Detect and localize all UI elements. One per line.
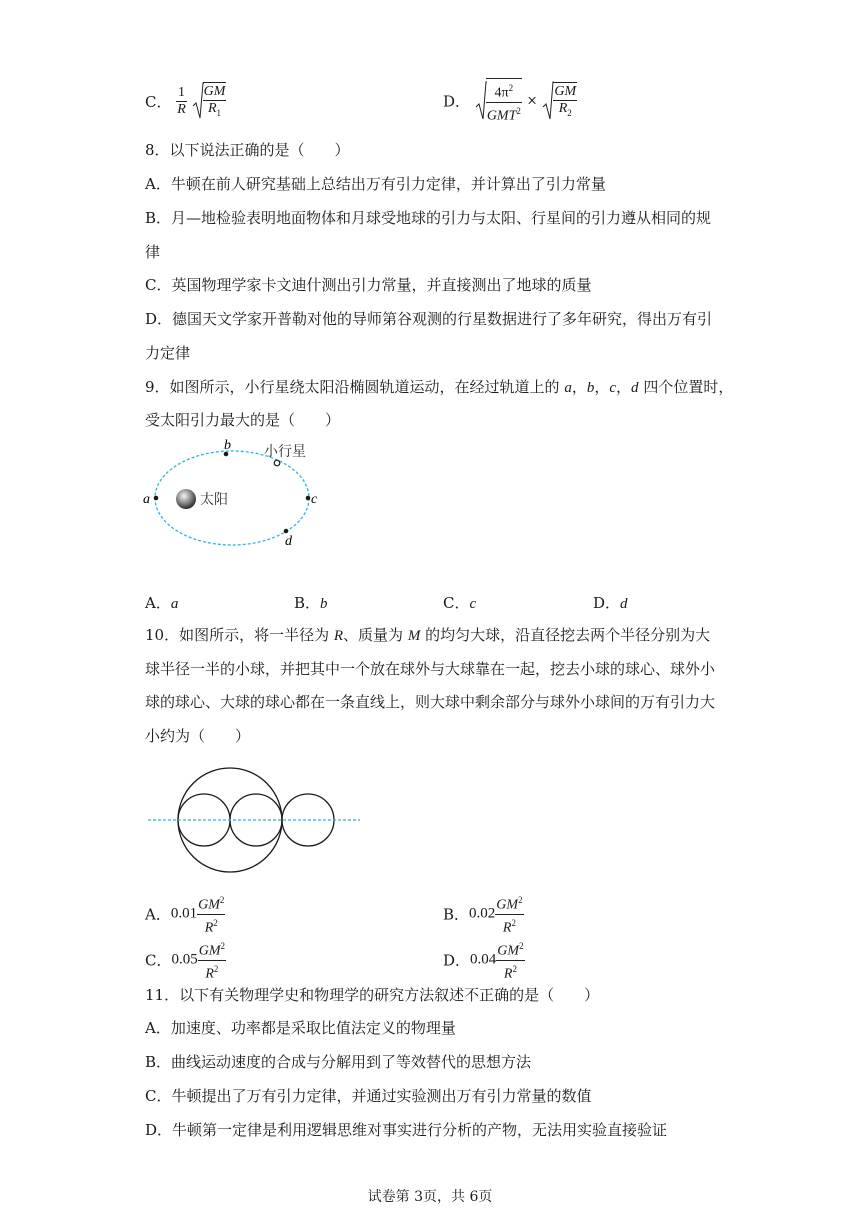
q11-option-c: C．牛顿提出了万有引力定律，并通过实验测出万有引力常量的数值 bbox=[145, 1087, 592, 1105]
q9-stem-text-end: 四个位置时， bbox=[638, 378, 734, 396]
q7-c-sqrt bbox=[192, 82, 227, 121]
q9-option-c bbox=[443, 592, 476, 613]
q7-d-f2-den-sub: 2 bbox=[567, 107, 572, 118]
frac-num: GM bbox=[496, 897, 519, 913]
frac-num-sup: 2 bbox=[219, 895, 225, 905]
times-sign: × bbox=[526, 93, 538, 109]
q10-spheres-figure bbox=[140, 760, 370, 880]
frac-den-sup: 2 bbox=[511, 917, 516, 928]
q9-stem-text: 9．如图所示，小行星绕太阳沿椭圆轨道运动，在经过轨道上的 bbox=[145, 378, 565, 396]
q9-stem-sep: ， bbox=[616, 378, 632, 396]
q10-stem-text: 10．如图所示，将一半径为 bbox=[145, 626, 334, 644]
q8-option-d-line2: 力定律 bbox=[145, 344, 191, 362]
q9-stem-sep: ， bbox=[594, 378, 610, 396]
option-label: D． bbox=[593, 594, 621, 612]
page-footer: 试卷第 3页，共 6页 bbox=[367, 1189, 493, 1205]
q10-stem-text-end: 的均匀大球，沿直径挖去两个半径分别为大 bbox=[420, 626, 711, 644]
frac-den-sup: 2 bbox=[512, 963, 517, 974]
q8-option-d-line1: D．德国天文学家开普勒对他的导师第谷观测的行星数据进行了多年研究，得出万有引 bbox=[145, 310, 713, 328]
q7-d-f1-num-sup: 2 bbox=[508, 83, 514, 93]
q10-option-c bbox=[145, 938, 226, 982]
frac-num-sup: 2 bbox=[518, 895, 523, 905]
frac-num: GM bbox=[198, 897, 220, 913]
frac-num: GM bbox=[198, 943, 221, 959]
frac-den: R bbox=[205, 966, 214, 982]
q10-var-r: R bbox=[333, 628, 344, 644]
sun-label: 太阳 bbox=[200, 492, 228, 508]
point-a-dot bbox=[154, 496, 159, 501]
q7-option-c-label: C． bbox=[145, 92, 172, 111]
option-value: d bbox=[620, 596, 628, 612]
frac-den-sup: 2 bbox=[213, 917, 218, 928]
q10-stem-line2: 球半径一半的小球，并把其中一个放在球外与大球靠在一起，挖去小球的球心、球外小 bbox=[145, 660, 716, 678]
q7-d-f1-num: 4π bbox=[494, 85, 509, 101]
q7-c-frac-num: 1 bbox=[178, 84, 186, 100]
q10-option-d bbox=[443, 938, 525, 982]
option-label: B． bbox=[294, 594, 321, 612]
q7-d-f2-den: R bbox=[558, 100, 568, 116]
q9-stem-var-c: c bbox=[609, 380, 617, 396]
q7-c-frac-den: R bbox=[177, 101, 186, 117]
q8-option-c: C．英国物理学家卡文迪什测出引力常量，并直接测出了地球的质量 bbox=[145, 276, 592, 294]
q9-stem-sep: ， bbox=[571, 378, 587, 396]
option-coef: 0.01 bbox=[170, 905, 198, 922]
q11-option-a: A．加速度、功率都是采取比值法定义的物理量 bbox=[145, 1019, 456, 1037]
q10-var-m: M bbox=[407, 628, 421, 644]
frac-den-sup: 2 bbox=[213, 963, 219, 974]
q10-option-a bbox=[145, 892, 225, 936]
q9-option-d bbox=[593, 592, 628, 613]
option-coef: 0.04 bbox=[470, 951, 497, 968]
q8-option-b-line1: B．月—地检验表明地面物体和月球受地球的引力与太阳、行星间的引力遵从相同的规 bbox=[145, 209, 712, 227]
q7-option-c bbox=[145, 82, 226, 121]
option-value: b bbox=[320, 596, 328, 612]
option-label: A． bbox=[145, 594, 171, 612]
point-c-label: c bbox=[311, 492, 318, 507]
point-d-label: d bbox=[285, 534, 292, 549]
frac-den: R bbox=[204, 920, 214, 936]
q10-stem-line3: 球的球心、大球的球心都在一条直线上，则大球中剩余部分与球外小球间的万有引力大 bbox=[145, 693, 716, 711]
q7-d-f2-num: GM bbox=[554, 83, 577, 99]
frac-den: R bbox=[503, 966, 513, 982]
q11-option-b: B．曲线运动速度的合成与分解用到了等效替代的思想方法 bbox=[145, 1053, 532, 1071]
point-d-dot bbox=[284, 529, 289, 534]
option-coef: 0.05 bbox=[171, 951, 198, 968]
point-c-dot bbox=[306, 496, 311, 501]
q7-option-d-label: D． bbox=[443, 92, 471, 111]
option-label: C． bbox=[443, 594, 470, 612]
q8-option-b-line2: 律 bbox=[145, 243, 161, 261]
option-label: C． bbox=[145, 951, 172, 970]
q7-c-fraction bbox=[176, 85, 187, 118]
q8-option-a: A．牛顿在前人研究基础上总结出万有引力定律，并计算出了引力常量 bbox=[145, 175, 606, 193]
q9-stem-var-d: d bbox=[631, 380, 639, 396]
option-value: a bbox=[170, 596, 179, 612]
q7-d-f1-den: GMT bbox=[486, 108, 517, 124]
point-a-label: a bbox=[143, 492, 150, 507]
option-coef: 0.02 bbox=[469, 905, 496, 922]
point-b-label: b bbox=[224, 438, 231, 453]
frac-num-sup: 2 bbox=[519, 941, 524, 951]
q7-c-inner-den-sub: 1 bbox=[216, 107, 222, 118]
q11-option-d: D．牛顿第一定律是利用逻辑思维对事实进行分析的产物，无法用实验直接验证 bbox=[145, 1121, 668, 1139]
q7-d-f1-den-sup: 2 bbox=[516, 105, 521, 116]
option-label: D． bbox=[443, 951, 471, 970]
frac-num-sup: 2 bbox=[220, 941, 226, 951]
option-label: A． bbox=[145, 905, 171, 924]
q9-stem-line2: 受太阳引力最大的是（ ） bbox=[145, 411, 341, 429]
q11-stem: 11．以下有关物理学史和物理学的研究方法叙述不正确的是（ ） bbox=[145, 986, 600, 1004]
frac-den: R bbox=[502, 920, 512, 936]
q7-c-inner-den: R bbox=[207, 101, 217, 116]
asteroid-label: 小行星 bbox=[264, 444, 306, 460]
q9-stem-var-b: b bbox=[586, 380, 595, 396]
sun-icon bbox=[176, 489, 196, 509]
q7-option-d bbox=[443, 78, 577, 124]
option-label: B． bbox=[443, 905, 470, 924]
q7-c-inner-num: GM bbox=[203, 84, 226, 99]
q9-option-a bbox=[145, 592, 178, 613]
q8-stem: 8．以下说法正确的是（ ） bbox=[145, 141, 350, 159]
q10-option-b bbox=[443, 892, 524, 936]
option-value: c bbox=[469, 596, 477, 612]
q10-stem-line4: 小约为（ ） bbox=[145, 727, 251, 745]
q9-option-b bbox=[294, 592, 328, 613]
q10-stem-text-mid: 、质量为 bbox=[343, 626, 408, 644]
q9-stem-line1 bbox=[145, 377, 733, 398]
q10-stem-line1 bbox=[145, 625, 710, 646]
q7-d-sqrt-2 bbox=[542, 81, 577, 121]
q9-orbit-figure bbox=[140, 436, 340, 556]
q7-d-sqrt-1 bbox=[475, 78, 522, 124]
asteroid-icon bbox=[274, 460, 280, 466]
q9-stem-var-a: a bbox=[564, 380, 572, 396]
frac-num: GM bbox=[497, 943, 520, 959]
